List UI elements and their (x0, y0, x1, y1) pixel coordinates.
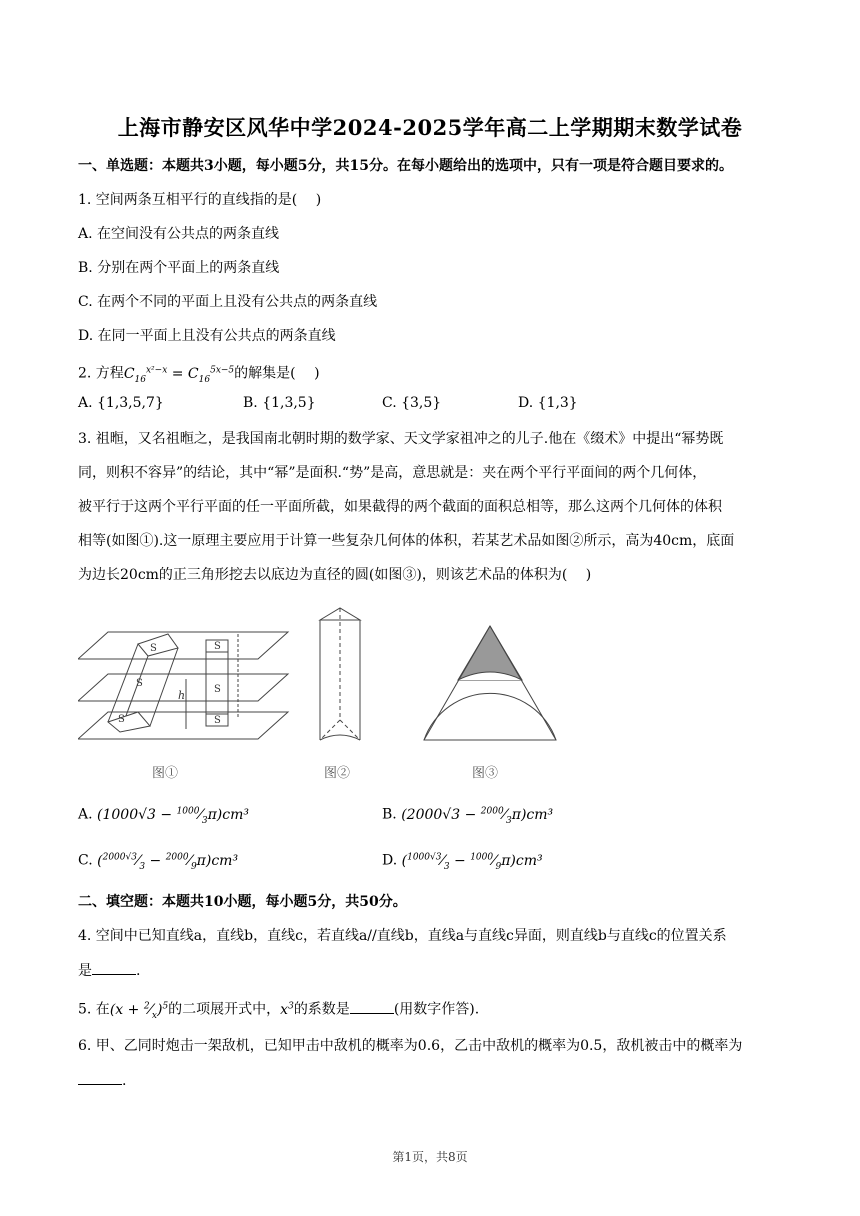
question-5-tail: (用数字作答). (393, 1001, 480, 1018)
answer-blank[interactable] (78, 1070, 122, 1085)
section-heading-single-choice: 一、单选题：本题共3小题，每小题5分，共15分。在每小题给出的选项中，只有一项是符合题目要求的。 (78, 158, 733, 174)
figure-2-drawing (320, 608, 360, 740)
question-3-line-1: 3. 祖暅，又名祖暅之，是我国南北朝时期的数学家、天文学家祖冲之的儿子.他在《缀术》中提出“幂势既 (78, 431, 724, 447)
svg-text:S: S (214, 641, 221, 652)
option-a-expression: $(1000√3 - ^{1000}⁄_3\pi)cm^3$ (97, 806, 249, 826)
question-2-option-d: D. {1,3} (518, 395, 578, 411)
option-a-label: A. (78, 806, 93, 823)
question-1-option-b: B. 分别在两个平面上的两条直线 (78, 260, 280, 276)
answer-blank[interactable] (350, 999, 394, 1014)
svg-text:S: S (214, 684, 221, 695)
question-1-option-d: D. 在同一平面上且没有公共点的两条直线 (78, 328, 336, 344)
question-4-suffix: . (136, 963, 141, 979)
question-5-middle: 的二项展开式中， (168, 1001, 281, 1018)
question-5-suffix: 的系数是 (293, 1001, 350, 1018)
question-3-line-2: 同，则积不容异”的结论，其中“幂”是面积.“势”是高，意思就是：夹在两个平行平面间的两个几何体， (78, 465, 707, 481)
question-3-line-3: 被平行于这两个平行平面的任一平面所截，如果截得的两个截面的面积总相等，那么这两个几何体的体积 (78, 499, 722, 515)
question-1-option-a: A. 在空间没有公共点的两条直线 (78, 226, 280, 242)
question-2-stem (78, 360, 320, 389)
question-2-stem-prefix: 2. 方程 (78, 365, 124, 382)
question-3-option-a (78, 806, 249, 825)
question-1-option-c: C. 在两个不同的平面上且没有公共点的两条直线 (78, 294, 378, 310)
question-4-prefix: 是 (78, 963, 92, 979)
question-2-options (78, 395, 798, 415)
question-3-option-b (382, 806, 553, 825)
question-4-line-1: 4. 空间中已知直线a，直线b，直线c，若直线a//直线b，直线a与直线c异面，则直线b与直线c的位置关系 (78, 928, 727, 944)
svg-text:h: h (178, 689, 186, 702)
question-5-prefix: 5. 在 (78, 1001, 110, 1018)
figure-1-drawing (78, 632, 288, 739)
question-2-stem-suffix: 的解集是( ) (234, 365, 320, 382)
question-2-equation: $C_{16}^{x^2-x} = C_{16}^{5x-5}$ (123, 365, 235, 385)
option-b-expression: $(2000√3 - ^{2000}⁄_3\pi)cm^3$ (401, 806, 554, 826)
question-2-option-b: B. {1,3,5} (243, 395, 316, 411)
question-3-line-4: 相等(如图①).这一原理主要应用于计算一些复杂几何体的体积，若某艺术品如图②所示，高为40cm，底面 (78, 533, 735, 549)
question-1-stem: 1. 空间两条互相平行的直线指的是( ) (78, 192, 322, 208)
question-2-option-c: C. {3,5} (382, 395, 442, 411)
question-3-option-c (78, 852, 238, 871)
option-c-expression: ($^{2000√3}⁄_3$ − $^{2000}⁄_9\pi)cm^3$ (97, 852, 239, 872)
option-c-label: C. (78, 852, 93, 869)
question-3-line-5: 为边长20cm的正三角形挖去以底边为直径的圆(如图③)，则该艺术品的体积为( ) (78, 567, 592, 583)
question-6-line-2 (78, 1070, 126, 1091)
figure-3-drawing (424, 626, 556, 740)
svg-text:S: S (136, 678, 143, 689)
answer-blank[interactable] (92, 960, 136, 975)
question-3-figures (78, 604, 578, 764)
figure-2-caption: 图② (324, 766, 351, 781)
page-footer: 第1页，共8页 (392, 1150, 468, 1164)
option-b-label: B. (382, 806, 397, 823)
figure-1-caption: 图① (152, 766, 179, 781)
question-6-suffix: . (122, 1073, 127, 1089)
question-4-line-2 (78, 960, 140, 981)
option-d-label: D. (382, 852, 398, 869)
question-5-binomial: $(x + ^2⁄_x)^5$ (109, 1001, 169, 1021)
question-5-term: $x^3$ (280, 1001, 294, 1018)
question-6-line-1: 6. 甲、乙同时炮击一架敌机，已知甲击中敌机的概率为0.6，乙击中敌机的概率为0.5，敌机被击中的概率为 (78, 1038, 743, 1054)
section-heading-fill-blank: 二、填空题：本题共10小题，每小题5分，共50分。 (78, 894, 407, 910)
figure-3-caption: 图③ (472, 766, 499, 781)
question-2-option-a: A. {1,3,5,7} (78, 395, 164, 411)
svg-text:S: S (150, 643, 157, 654)
svg-text:S: S (214, 715, 221, 726)
question-3-option-d (382, 852, 543, 871)
svg-text:S: S (118, 714, 125, 725)
question-5 (78, 996, 479, 1025)
page-title: 上海市静安区风华中学2024-2025学年高二上学期期末数学试卷 (117, 115, 743, 140)
option-d-expression: ($^{1000√3}⁄_3$ − $^{1000}⁄_9\pi)cm^3$ (401, 852, 543, 872)
